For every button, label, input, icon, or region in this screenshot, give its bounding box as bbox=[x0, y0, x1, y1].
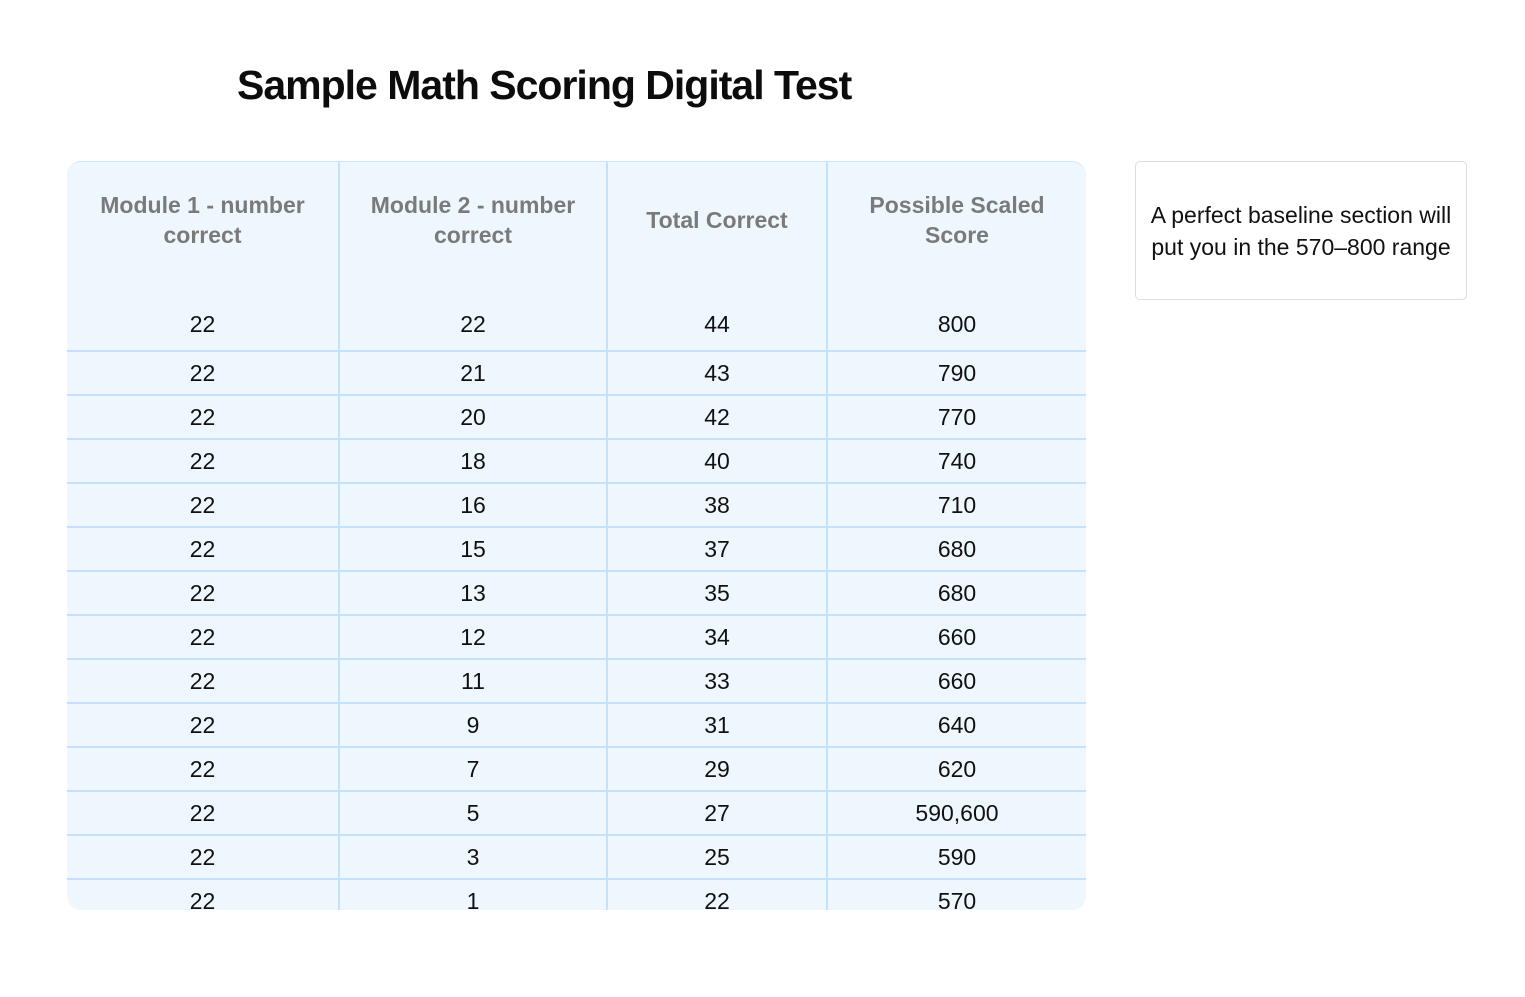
cell-module-2: 12 bbox=[339, 615, 607, 659]
page-title: Sample Math Scoring Digital Test bbox=[237, 62, 852, 108]
cell-scaled-score: 660 bbox=[827, 615, 1086, 659]
header-module-2: Module 2 - number correct bbox=[339, 162, 607, 278]
cell-module-1: 22 bbox=[67, 879, 339, 910]
cell-total-correct: 37 bbox=[607, 527, 827, 571]
cell-module-2: 9 bbox=[339, 703, 607, 747]
table-row bbox=[67, 278, 1086, 351]
header-total-correct: Total Correct bbox=[607, 162, 827, 278]
cell-total-correct: 25 bbox=[607, 835, 827, 879]
cell-scaled-score: 800 bbox=[937, 311, 977, 337]
info-note-box bbox=[1135, 161, 1467, 300]
cell-module-1: 22 bbox=[67, 351, 339, 395]
cell-total-correct: 34 bbox=[607, 615, 827, 659]
table-row bbox=[67, 659, 1086, 703]
cell-total-correct: 44 bbox=[607, 278, 827, 351]
cell-total-correct: 22 bbox=[607, 879, 827, 910]
cell-total-correct: 27 bbox=[607, 791, 827, 835]
cell-module-2: 21 bbox=[339, 351, 607, 395]
scoring-table-container bbox=[67, 161, 1086, 910]
cell-scaled-score: 640 bbox=[827, 703, 1086, 747]
cell-module-1: 22 bbox=[67, 527, 339, 571]
cell-scaled-score: 590,600 bbox=[827, 791, 1086, 835]
cell-module-1: 22 bbox=[67, 835, 339, 879]
cell-module-2: 15 bbox=[339, 527, 607, 571]
table-row bbox=[67, 747, 1086, 791]
header-scaled-score: Possible Scaled Score bbox=[869, 192, 1045, 248]
cell-module-1: 22 bbox=[67, 483, 339, 527]
info-note-text: A perfect baseline section will put you in the 570–800 range bbox=[1150, 201, 1452, 260]
table-row bbox=[67, 879, 1086, 910]
cell-module-2: 18 bbox=[339, 439, 607, 483]
cell-module-2: 1 bbox=[339, 879, 607, 910]
table-row bbox=[67, 483, 1086, 527]
cell-module-2: 5 bbox=[339, 791, 607, 835]
cell-module-2: 16 bbox=[339, 483, 607, 527]
cell-scaled-score: 710 bbox=[827, 483, 1086, 527]
table-row bbox=[67, 615, 1086, 659]
cell-total-correct: 40 bbox=[607, 439, 827, 483]
cell-module-1: 22 bbox=[67, 791, 339, 835]
cell-total-correct: 29 bbox=[607, 747, 827, 791]
table-row bbox=[67, 395, 1086, 439]
cell-module-2: 11 bbox=[339, 659, 607, 703]
cell-total-correct: 35 bbox=[607, 571, 827, 615]
scoring-table bbox=[67, 162, 1086, 910]
table-row bbox=[67, 351, 1086, 395]
cell-module-2: 20 bbox=[339, 395, 607, 439]
cell-total-correct: 31 bbox=[607, 703, 827, 747]
cell-scaled-score: 790 bbox=[827, 351, 1086, 395]
cell-module-2: 3 bbox=[339, 835, 607, 879]
table-row bbox=[67, 835, 1086, 879]
cell-module-1: 22 bbox=[67, 571, 339, 615]
table-row bbox=[67, 571, 1086, 615]
cell-module-1: 22 bbox=[67, 703, 339, 747]
cell-total-correct: 43 bbox=[607, 351, 827, 395]
cell-module-1: 22 bbox=[67, 615, 339, 659]
table-row bbox=[67, 703, 1086, 747]
cell-module-2: 13 bbox=[339, 571, 607, 615]
cell-scaled-score: 680 bbox=[827, 527, 1086, 571]
cell-total-correct: 33 bbox=[607, 659, 827, 703]
cell-scaled-score: 620 bbox=[827, 747, 1086, 791]
cell-total-correct: 42 bbox=[607, 395, 827, 439]
cell-scaled-score: 680 bbox=[827, 571, 1086, 615]
cell-scaled-score: 660 bbox=[827, 659, 1086, 703]
cell-module-1: 22 bbox=[67, 659, 339, 703]
table-row bbox=[67, 527, 1086, 571]
cell-module-2: 7 bbox=[339, 747, 607, 791]
cell-total-correct: 38 bbox=[607, 483, 827, 527]
table-row bbox=[67, 791, 1086, 835]
cell-module-1: 22 bbox=[67, 278, 339, 351]
table-body bbox=[67, 278, 1086, 910]
cell-scaled-score: 740 bbox=[827, 439, 1086, 483]
cell-module-1: 22 bbox=[67, 747, 339, 791]
cell-scaled-score: 590 bbox=[827, 835, 1086, 879]
table-row bbox=[67, 439, 1086, 483]
header-row bbox=[67, 162, 1086, 278]
cell-scaled-score: 770 bbox=[827, 395, 1086, 439]
cell-module-1: 22 bbox=[67, 395, 339, 439]
cell-module-2: 22 bbox=[339, 278, 607, 351]
cell-module-1: 22 bbox=[67, 439, 339, 483]
cell-scaled-score: 570 bbox=[827, 879, 1086, 910]
header-module-1: Module 1 - number correct bbox=[67, 162, 339, 278]
